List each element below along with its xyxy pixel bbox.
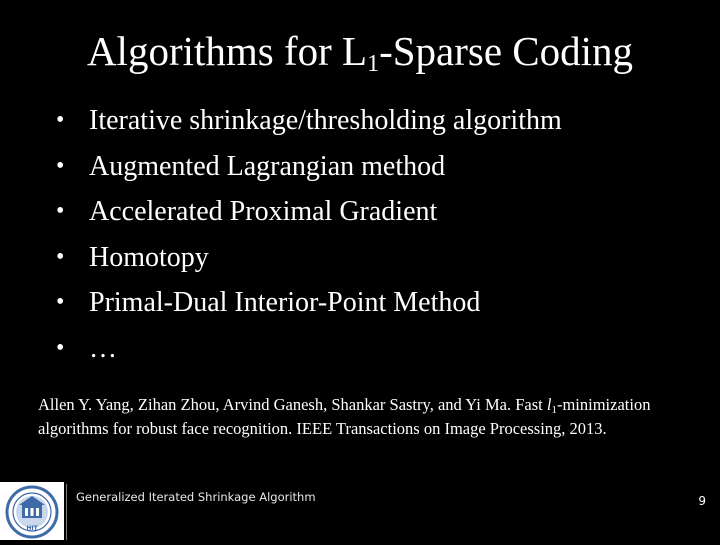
bullet-text: Homotopy [89, 241, 209, 273]
footer-text: Generalized Iterated Shrinkage Algorithm [76, 490, 316, 504]
page-number: 9 [698, 494, 706, 508]
bullet-icon: • [56, 334, 65, 361]
bullet-icon: • [56, 289, 65, 315]
bullet-text: Primal-Dual Interior-Point Method [89, 287, 481, 318]
bullet-text: Augmented Lagrangian method [89, 150, 446, 182]
title-main: Algorithms for L [86, 28, 368, 74]
bullet-text: … [89, 332, 117, 364]
bullet-icon: • [56, 152, 65, 179]
citation-part-1: Allen Y. Yang, Zihan Zhou, Arvind Ganesh, Shankar Sastry, and Yi Ma. Fast [38, 395, 547, 414]
title-rest: -Sparse Coding [379, 28, 634, 74]
slide-title [0, 24, 720, 78]
bullet-item [56, 144, 562, 190]
bullet-item [56, 235, 562, 281]
bullet-text: Accelerated Proximal Gradient [89, 196, 438, 227]
university-seal-icon [0, 482, 64, 540]
bullet-item [56, 326, 562, 372]
citation-l-subscript: 1 [551, 404, 557, 416]
bullet-icon: • [56, 107, 65, 133]
university-seal-graphic [0, 482, 64, 540]
bullet-text: Iterative shrinkage/thresholding algorithm [89, 105, 562, 136]
bullet-icon: • [56, 198, 65, 224]
bullet-list [56, 98, 562, 371]
bullet-item [56, 280, 562, 326]
footer-divider [66, 484, 67, 540]
bullet-item [56, 189, 562, 235]
bullet-item [56, 98, 562, 144]
logo-text: HIT [26, 525, 38, 532]
citation [38, 393, 708, 441]
citation-l-italic: l [546, 395, 552, 414]
bullet-icon: • [56, 243, 65, 270]
citation-part-2: -minimization algorithms for robust face recognition. IEEE Transactions on Image Processing, 2013. [38, 395, 651, 438]
title-subscript: 1 [367, 51, 380, 77]
